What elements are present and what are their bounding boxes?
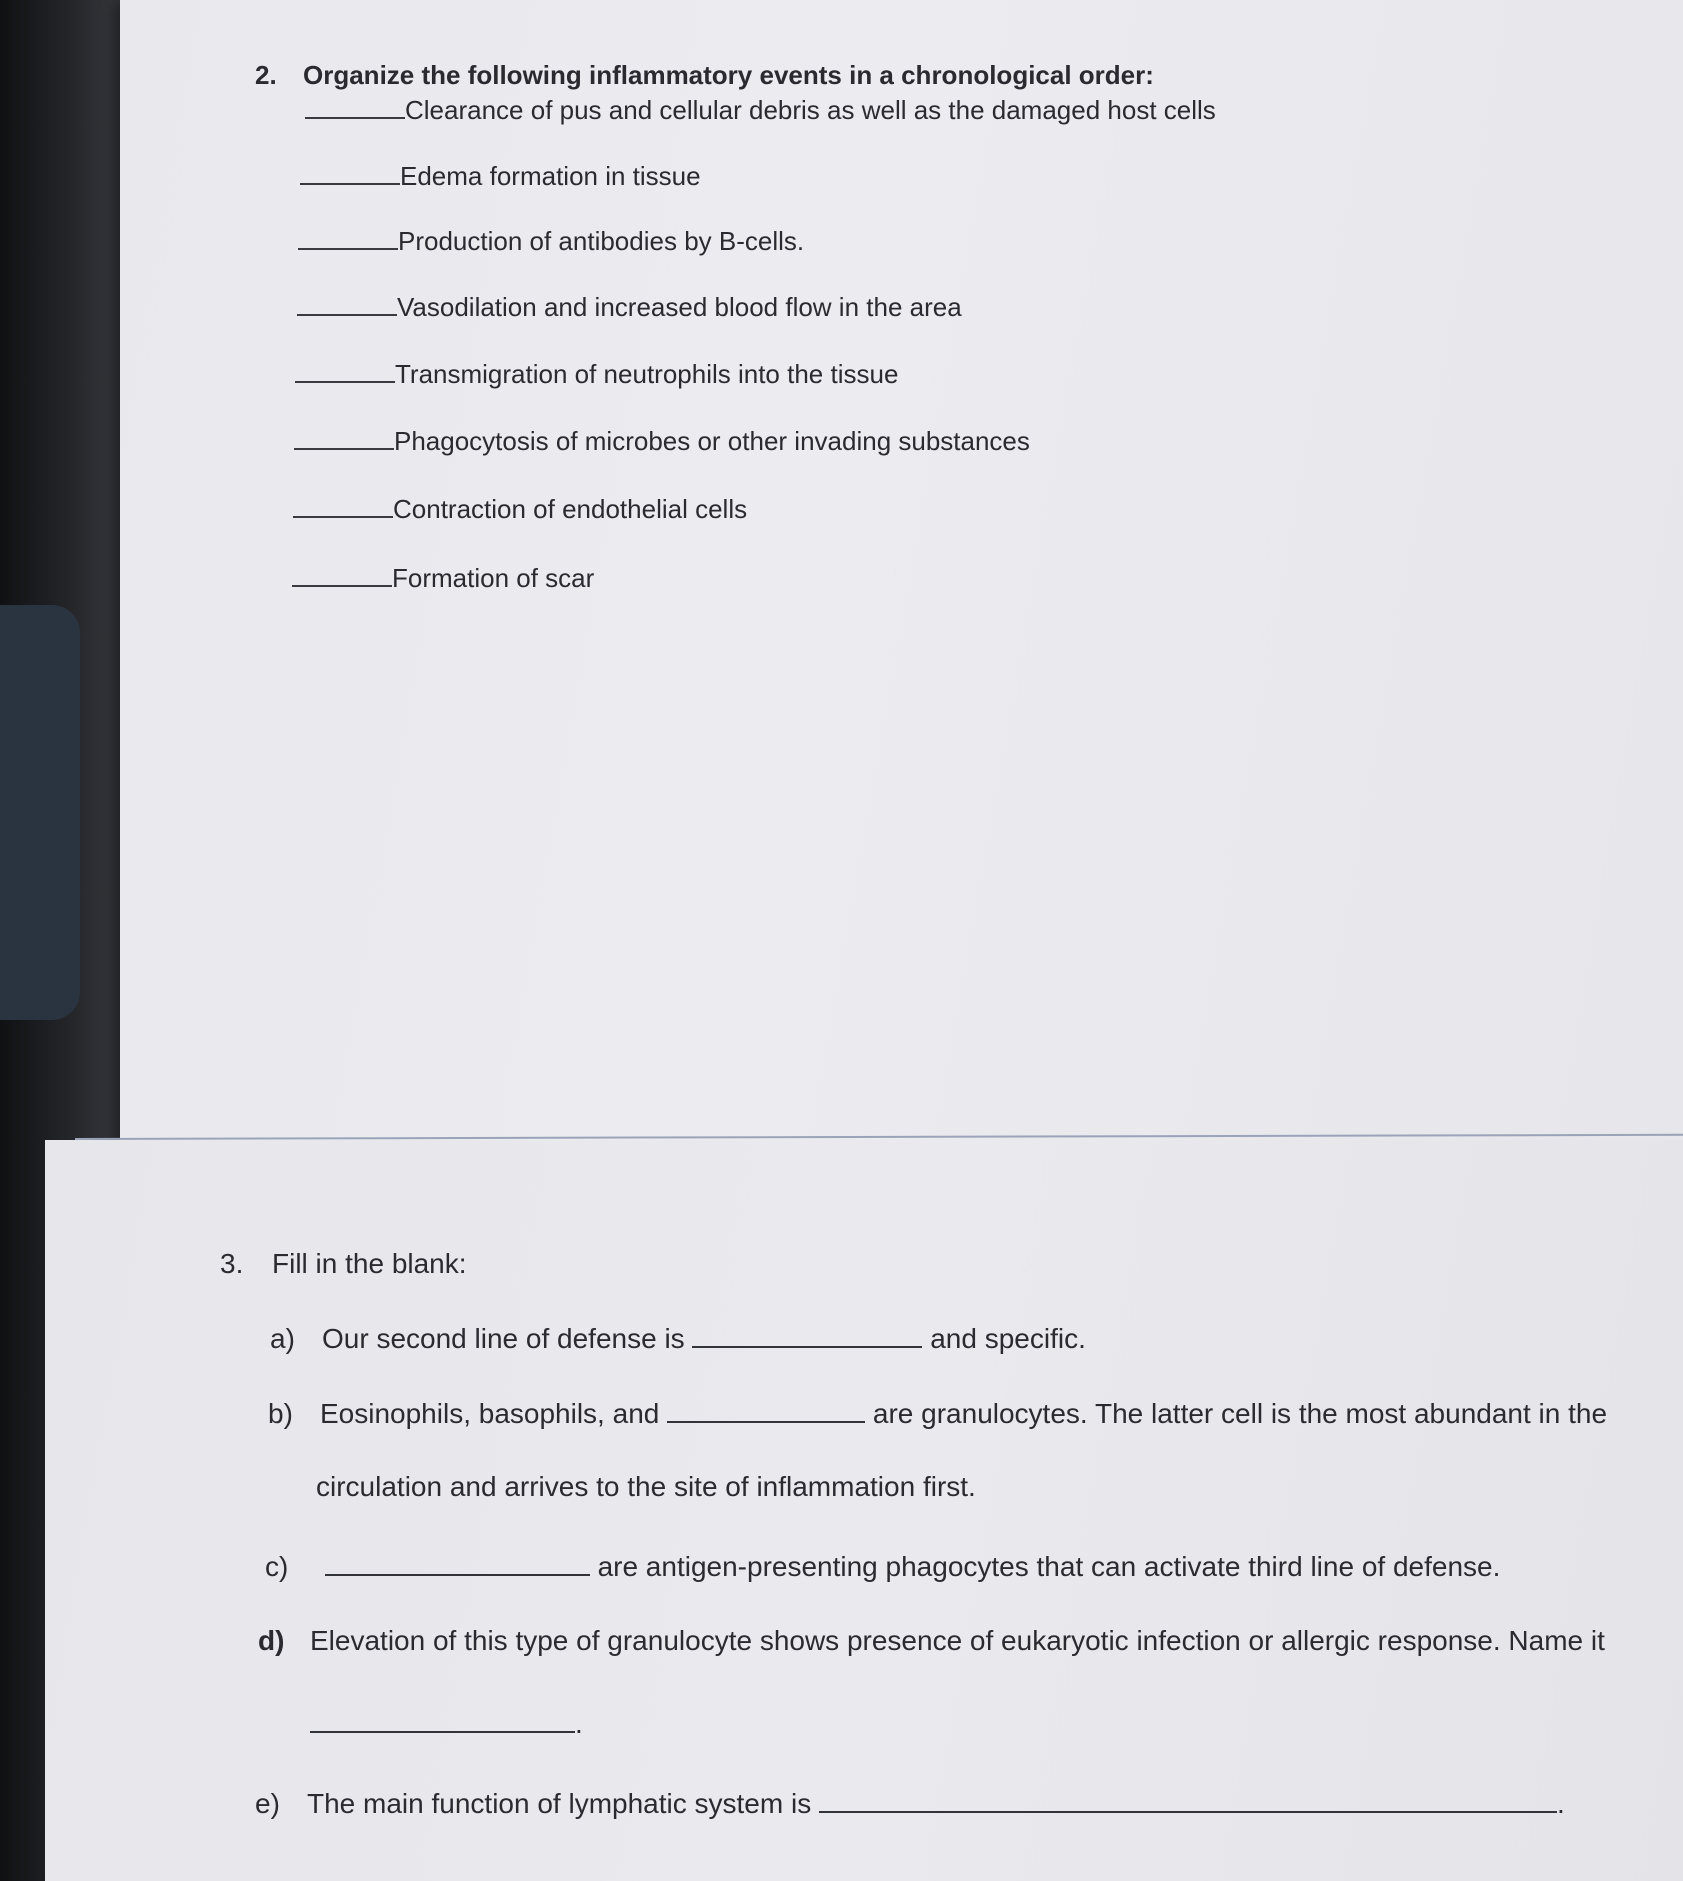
order-item-7	[293, 494, 747, 524]
fill-item-a-after: and specific.	[930, 1323, 1086, 1354]
fill-item-a-before: Our second line of defense is	[322, 1323, 685, 1354]
fill-item-e-label: e)	[255, 1788, 280, 1819]
order-item-3-text: Production of antibodies by B-cells.	[398, 226, 805, 256]
question-2-number: 2.	[255, 60, 277, 90]
fill-item-b	[268, 1395, 1607, 1431]
fill-item-a	[270, 1320, 1086, 1356]
fill-item-d-end: .	[575, 1708, 583, 1739]
order-item-6	[294, 426, 1030, 456]
order-item-4-text: Vasodilation and increased blood flow in the area	[397, 292, 962, 322]
order-item-4	[297, 292, 962, 322]
fill-blank-d[interactable]	[310, 1705, 575, 1733]
fill-item-e-before: The main function of lymphatic system is	[307, 1788, 812, 1819]
fill-item-b-before: Eosinophils, basophils, and	[320, 1398, 660, 1429]
order-item-1	[305, 95, 1216, 125]
order-blank-2[interactable]	[300, 182, 400, 185]
order-item-2-text: Edema formation in tissue	[400, 161, 701, 191]
order-blank-6[interactable]	[294, 447, 394, 450]
order-blank-1[interactable]	[305, 116, 405, 119]
order-item-6-text: Phagocytosis of microbes or other invading substances	[394, 426, 1030, 456]
fill-item-c-after: are antigen-presenting phagocytes that can activate third line of defense.	[597, 1551, 1501, 1582]
fill-blank-a[interactable]	[692, 1320, 922, 1348]
order-blank-5[interactable]	[295, 380, 395, 383]
order-blank-3[interactable]	[298, 247, 398, 250]
fill-item-d-answer	[310, 1705, 583, 1741]
order-item-7-text: Contraction of endothelial cells	[393, 494, 748, 524]
order-item-3	[298, 226, 804, 256]
fill-item-d	[258, 1624, 1605, 1658]
order-blank-7[interactable]	[293, 515, 393, 518]
fill-item-c	[265, 1548, 1500, 1584]
order-item-8-text: Formation of scar	[392, 563, 595, 593]
fill-item-d-label: d)	[258, 1625, 285, 1656]
question-3-heading: Fill in the blank:	[272, 1248, 467, 1279]
order-item-1-text: Clearance of pus and cellular debris as well as the damaged host cells	[405, 95, 1216, 125]
order-blank-4[interactable]	[297, 313, 397, 316]
order-item-2	[300, 161, 701, 191]
fill-item-b-label: b)	[268, 1398, 293, 1429]
fill-blank-b[interactable]	[667, 1395, 865, 1423]
fill-item-a-label: a)	[270, 1323, 295, 1354]
order-item-5	[295, 359, 898, 389]
fill-item-e-end: .	[1556, 1788, 1565, 1819]
order-item-8	[292, 563, 594, 593]
fill-item-b-continuation: circulation and arrives to the site of inflammation first.	[316, 1471, 976, 1502]
fill-item-e	[255, 1785, 1565, 1821]
fill-blank-e[interactable]	[819, 1785, 1557, 1813]
device-bezel-tab	[0, 605, 80, 1020]
order-blank-8[interactable]	[292, 584, 392, 587]
question-3-number: 3.	[220, 1248, 244, 1279]
fill-item-d-text: Elevation of this type of granulocyte shows presence of eukaryotic infection or allergic response. Name it	[310, 1625, 1605, 1656]
fill-item-c-label: c)	[265, 1551, 289, 1582]
question-2-heading: Organize the following inflammatory events in a chronological order:	[303, 60, 1154, 90]
fill-blank-c[interactable]	[325, 1548, 590, 1576]
order-item-5-text: Transmigration of neutrophils into the tissue	[395, 359, 899, 389]
fill-item-b-after: are granulocytes. The latter cell is the most abundant in the	[872, 1398, 1608, 1429]
